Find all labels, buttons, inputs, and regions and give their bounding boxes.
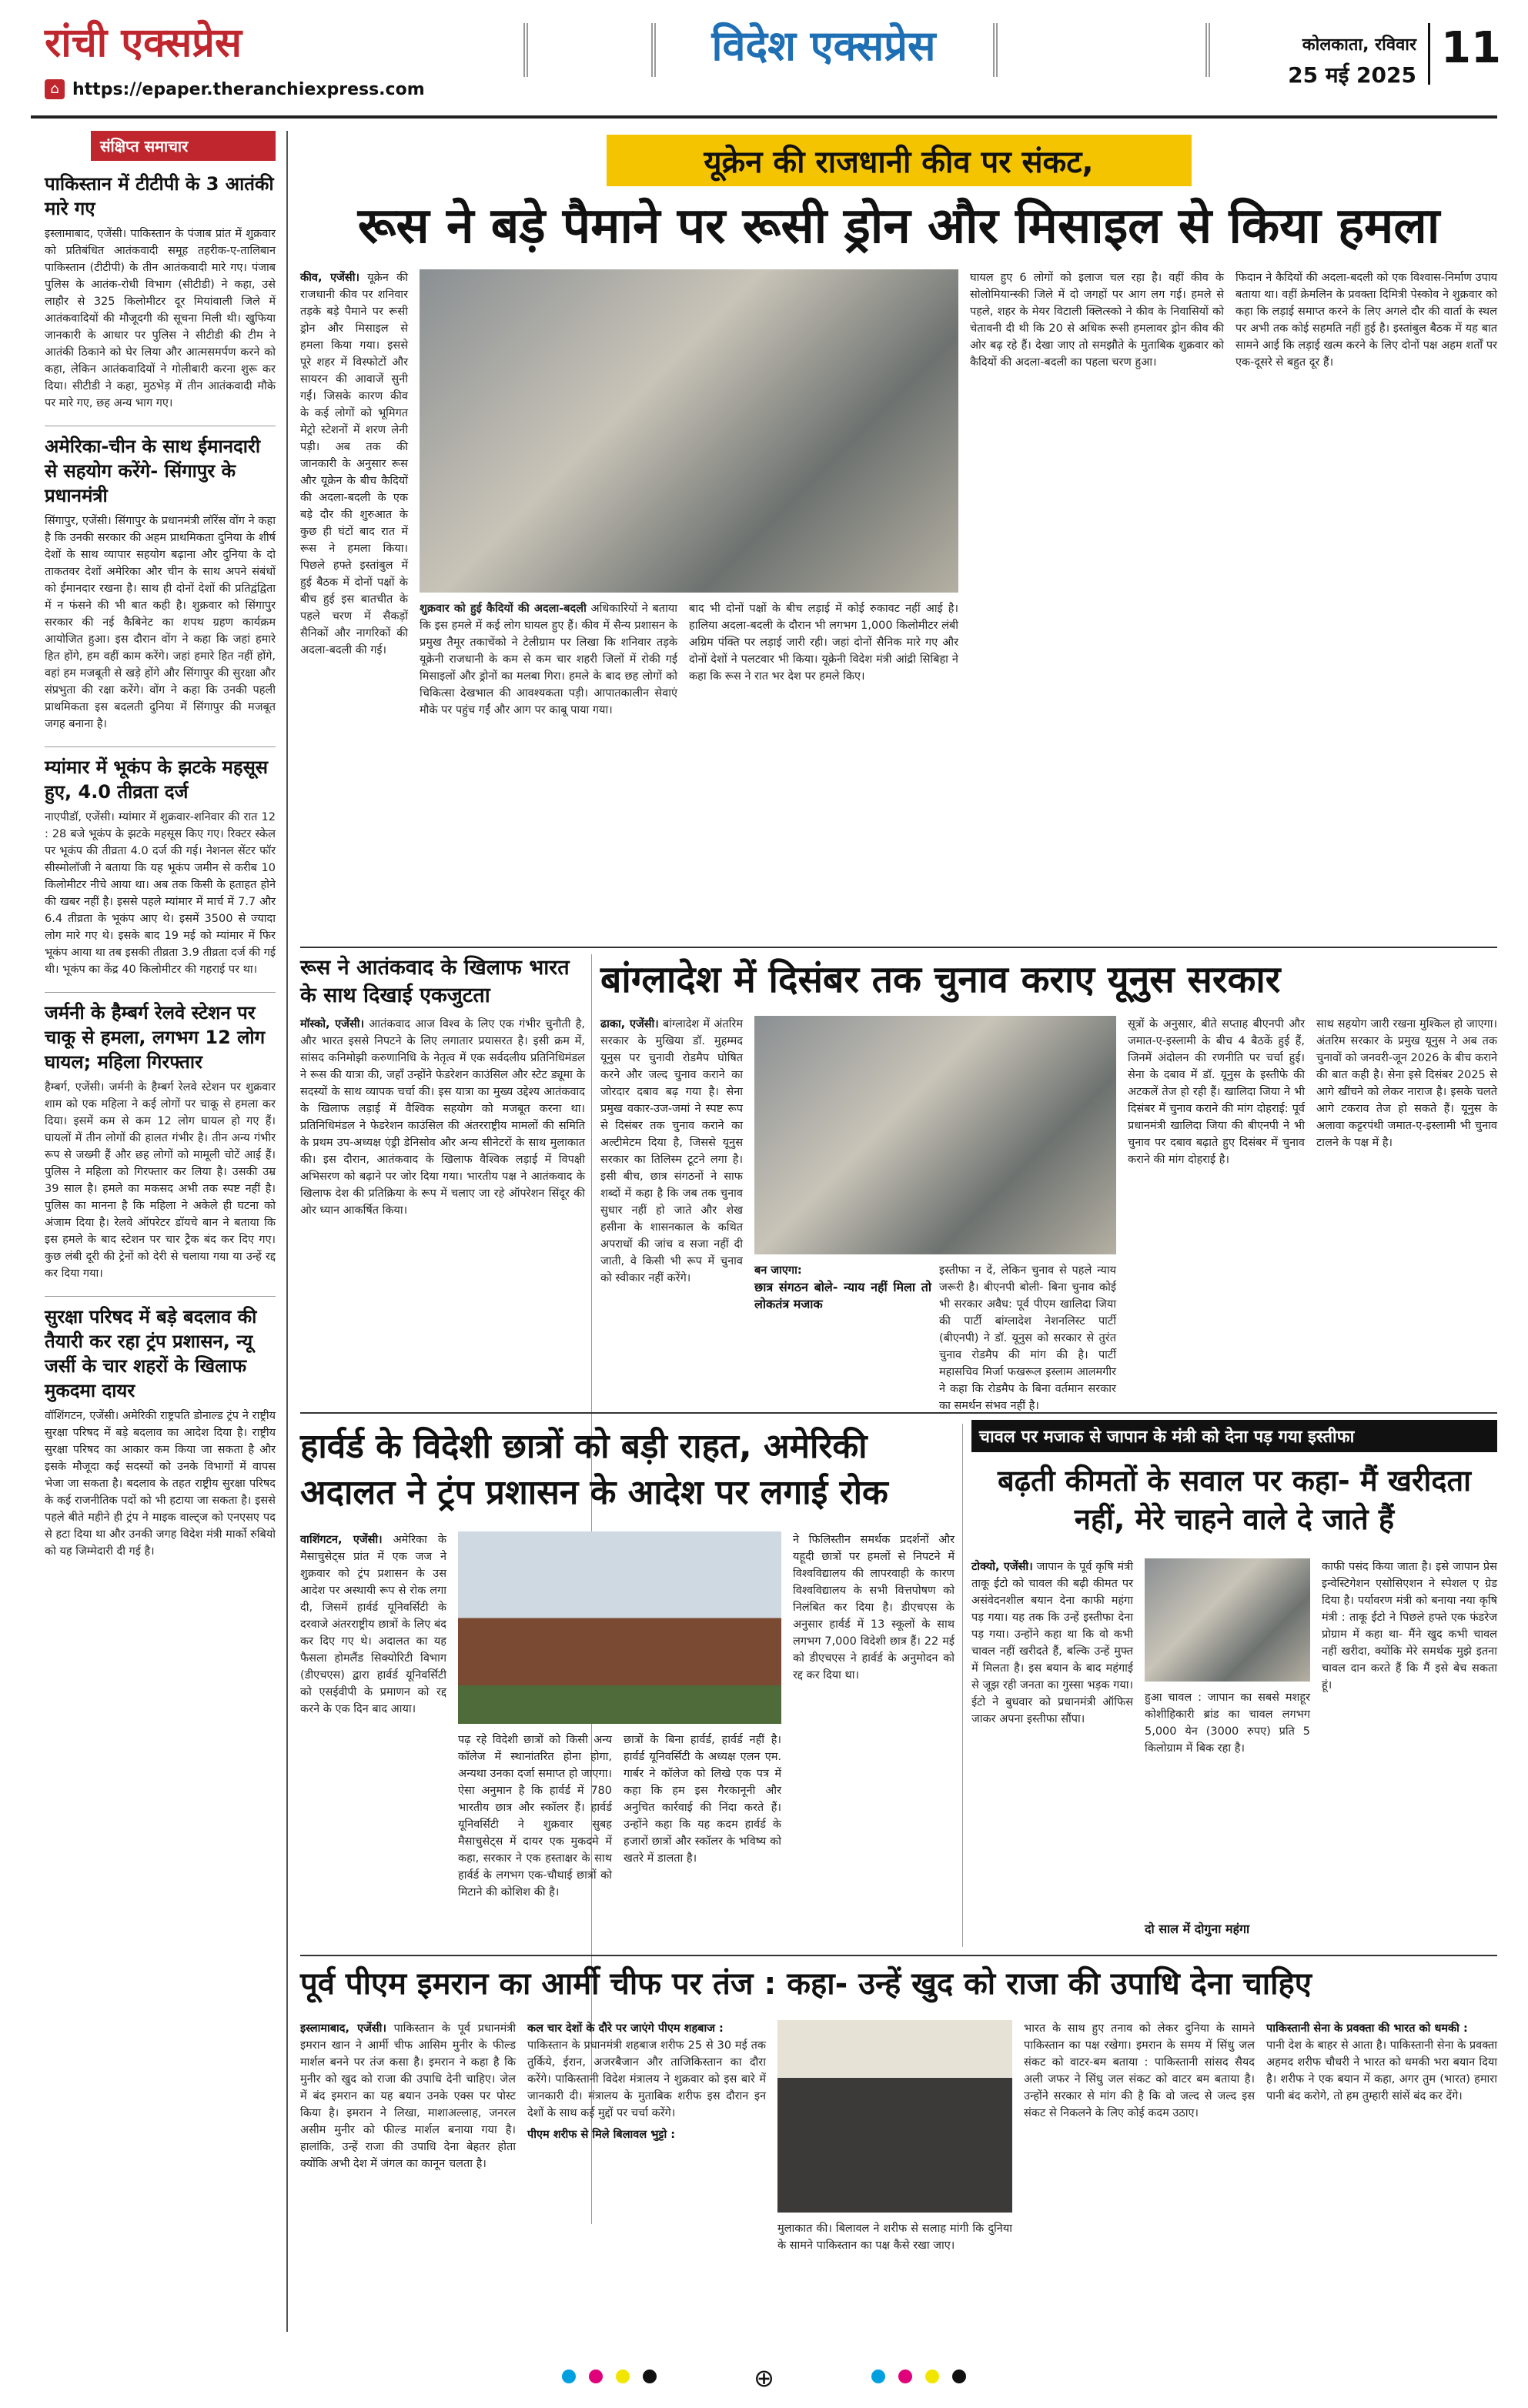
bangladesh-photo xyxy=(754,1016,1116,1254)
lead-photo-image xyxy=(420,269,958,593)
magenta-dot xyxy=(898,2370,912,2383)
lead-col-5: फिदान ने कैदियों की अदला-बदली को एक विश्वास-निर्माण उपाय बताया था। वहीं क्रेमलिन के प्रवक्ता दिमित्री पेस्कोव ने शुक्रवार को कहा कि लड़ाई समाप्त करने के लिए अगले दौर की वार्ता के स्थल पर अभी तक कोई सहमति नहीं हुई है। इस्तांबुल बैठक में यह बात सामने आई कि लड़ाई खत्म करने के लिए दोनों पक्ष अहम शर्तों पर एक-दूसरे से बहुत दूर हैं। xyxy=(1235,272,1497,369)
section-rule-2 xyxy=(300,1412,1497,1414)
cyan-dot xyxy=(562,2370,576,2383)
brief-body: सिंगापुर, एजेंसी। सिंगापुर के प्रधानमंत्री लॉरेंस वोंग ने कहा है कि उनकी सरकार की अहम प्राथमिकता दुनिया के शीर्ष देशों के साथ व्यापार सहयोग बढ़ाना और दुनिया के दो ताकतवर देशों अमेरिका और चीन के साथ अपने संबंधों को ईमानदार रखना है। साथ ही दोनों देशों की प्रतिद्वंद्विता में न फंसने की भी बात कही है। शुक्रवार को सिंगापुर सरकार की नई कैबिनेट का शपथ ग्रहण कार्यक्रम आयोजित हुआ। इस दौरान वोंग ने कहा कि जहां हमारे हित होंगे, हम वहीं काम करेंगे। जहां हमारे हित नहीं होंगे, वहां हम मजबूती से खड़े होंगे और सिंगापुर की सुरक्षा और संप्रभुता की रक्षा करेंगे। वोंग ने कहा कि उनकी पहली प्राथमिकता इस बदलती दुनिया में सिंगापुर की मजबूत जगह बनाना है। xyxy=(45,515,276,730)
epaper-url-row[interactable] xyxy=(45,75,425,103)
lead-text: अधिकारियों ने बताया कि इस हमले में कई लोग घायल हुए हैं। कीव में सैन्य प्रशासन के प्रमुख तैमूर तकाचेंको ने टेलीग्राम पर लिखा कि शनिवार तड़के यूक्रेनी राजधानी के कम से कम चार शहरी जिलों में रोकी गई मिसाइलों और ड्रोनों का मलबा गिरा। हमले के बाद छह लोगों को चिकित्सा देखभाल की आवश्यकता पड़ी। आपातकालीन सेवाएं मौके पर पहुंच गईं और आग पर काबू पाया गया। xyxy=(420,603,677,716)
brief-item xyxy=(45,1296,276,1560)
header-ornament-right xyxy=(993,23,1210,77)
imran-text: पाकिस्तान के पूर्व प्रधानमंत्री इमरान खान ने आर्मी चीफ आसिम मुनीर के फील्ड मार्शल बनने पर तंज कसा है। इमरान ने कहा है कि मुनीर को खुद को राजा की उपाधि देनी चाहिए। जेल में बंद इमरान का यह बयान उनके एक्स पर पोस्ट किया है। इमरान ने लिखा, माशाअल्लाह, जनरल असीम मुनीर को फील्ड मार्शल बनाया गया है। हालांकि, उन्हें राजा की उपाधि देना बेहतर होता क्योंकि अभी देश में जंगल का कानून चलता है। xyxy=(300,2022,516,2170)
lead-photo xyxy=(420,269,958,593)
page-number: 11 xyxy=(1428,23,1495,85)
bangladesh-story xyxy=(600,954,1497,1412)
masthead xyxy=(0,0,1528,131)
russia-body xyxy=(300,1016,585,1401)
imran-headline: पूर्व पीएम इमरान का आर्मी चीफ पर तंज : कहा- उन्हें खुद को राजा की उपाधि देना चाहिए xyxy=(300,1966,1312,2002)
brief-headline: म्यांमार में भूकंप के झटके महसूस हुए, 4.0 तीव्रता दर्ज xyxy=(45,756,269,803)
brief-headline: जर्मनी के हैम्बर्ग रेलवे स्टेशन पर चाकू से हमला, लगभग 12 लोग घायल; महिला गिरफ्तार xyxy=(45,1002,266,1073)
bangladesh-col-2 xyxy=(754,1262,931,1401)
epaper-url[interactable]: https://epaper.theranchiexpress.com xyxy=(72,79,425,99)
imran-subhead-1: कल चार देशों के दौरे पर जाएंगे पीएम शहबाज : xyxy=(527,2022,724,2035)
russia-story xyxy=(300,954,585,1408)
harvard-japan-divider xyxy=(962,1424,963,1947)
brief-headline: अमेरिका-चीन के साथ ईमानदारी से सहयोग करेंगे- सिंगापुर के प्रधानमंत्री xyxy=(45,436,261,506)
magenta-dot xyxy=(589,2370,603,2383)
russia-dateline: मॉस्को, एजेंसी। xyxy=(300,1018,364,1030)
yellow-dot xyxy=(616,2370,630,2383)
issue-date: 25 मई 2025 xyxy=(1288,62,1416,88)
imran-subhead-2: पीएम शरीफ से मिले बिलावल भुट्टो : xyxy=(527,2129,676,2141)
brief-body: हैम्बर्ग, एजेंसी। जर्मनी के हैम्बर्ग रेलवे स्टेशन पर शुक्रवार शाम को एक महिला ने कई लोगों पर चाकू से हमला कर दिया। इसमें कम से कम 12 लोग घायल हो गए हैं। घायलों में तीन लोगों की हालत गंभीर है। तीन अन्य गंभीर रूप से जख्मी हैं और छह लोगों को मामूली चोटें आई हैं। पुलिस ने महिला को गिरफ्तार कर लिया है। उसकी उम्र 39 साल है। हमले का मकसद अभी तक स्पष्ट नहीं है। पुलिस का मानना है कि महिला ने अकेले ही घटना को अंजाम दिया है। रेलवे ऑपरेटर डॉयचे बान ने बताया कि इस हमले के बाद स्टेशन पर चार ट्रैक बंद कर दिए गए। कुछ लंबी दूरी की ट्रेनों को देरी से चलाया गया या उन्हें रद्द कर दिया गया। xyxy=(45,1081,276,1280)
lead-story xyxy=(300,135,1497,943)
imran-photo-caption: मुलाकात की। बिलावल ने शरीफ से सलाह मांगी कि दुनिया के सामने पाकिस्तान का पक्ष कैसे रखा जाए। xyxy=(777,2223,1012,2252)
japan-dateline: टोक्यो, एजेंसी। xyxy=(971,1561,1033,1573)
registration-mark-icon: ⊕ xyxy=(754,2363,774,2393)
imran-subhead-3: पाकिस्तानी सेना के प्रवक्ता की भारत को धमकी : xyxy=(1266,2022,1468,2035)
lead-photo-caption: शुक्रवार को हुई कैदियों की अदला-बदली xyxy=(420,603,587,615)
harvard-photo xyxy=(458,1531,781,1724)
lead-col-3: बाद भी दोनों पक्षों के बीच लड़ाई में कोई रुकावट नहीं आई है। हालिया अदला-बदली के दौरान भी लगभग 1,000 किलोमीटर लंबी अग्रिम पंक्ति पर लड़ाई जारी रही। जहां दोनों सैनिक मारे गए और दोनों देशों ने पलटवार भी किया। यूक्रेनी विदेश मंत्री आंद्री सिबिहा ने कहा कि रूस ने रात भर देश पर हमले किए। xyxy=(689,603,958,683)
paper-logo: रांची एक्सप्रेस xyxy=(45,19,242,66)
lead-col-1 xyxy=(300,269,408,931)
brief-item xyxy=(45,746,276,978)
imran-dateline: इस्लामाबाद, एजेंसी। xyxy=(300,2022,386,2035)
lead-col-2 xyxy=(420,600,677,931)
japan-story xyxy=(971,1420,1497,1951)
lead-col-4: घायल हुए 6 लोगों को इलाज चल रहा है। वहीं कीव के सोलोमियान्स्की जिले में दो जगहों पर आग लग गई। हमले से पहले, शहर के मेयर विटाली क्लित्स्को ने कीव के निवासियों को चेतावनी दी थी कि 20 से अधिक रूसी हमलावर ड्रोन कीव की ओर बढ़ रहे हैं। देखा जाए तो समझौते के मुताबिक शुक्रवार को कैदियों की अदला-बदली का पहला चरण हुआ। xyxy=(970,272,1224,369)
city-day: कोलकाता, रविवार xyxy=(1302,35,1416,55)
imran-col-3: भारत के साथ हुए तनाव को लेकर दुनिया के सामने पाकिस्तान का पक्ष रखेगा। इमरान के समय में सिंधु जल संकट को वाटर-बम बताया : पाकिस्तानी सांसद सैयद अली जफर ने सिंधु जल संकट को वाटर बम बताया है। उन्होंने सरकार से मांग की है कि वो जल्द से जल्द इस संकट से निकलने के लिए कोई कदम उठाए। xyxy=(1024,2022,1255,2119)
brief-item xyxy=(45,172,276,412)
imran-col-2 xyxy=(527,2020,766,2336)
brief-item xyxy=(45,426,276,733)
japan-kicker: चावल पर मजाक से जापान के मंत्री को देना पड़ गया इस्तीफा xyxy=(971,1420,1497,1452)
print-footer xyxy=(0,2359,1528,2397)
brief-headline: पाकिस्तान में टीटीपी के 3 आतंकी मारे गए xyxy=(45,173,274,219)
lead-kicker: यूक्रेन की राजधानी कीव पर संकट, xyxy=(607,135,1192,186)
lead-text: यूक्रेन की राजधानी कीव पर शनिवार तड़के बड़े पैमाने पर रूसी ड्रोन और मिसाइल से हमला किया गया। इससे पूरे शहर में विस्फोटों और सायरन की आवाजें सुनी गईं। जिसके कारण कीव के कई लोगों को भूमिगत मेट्रो स्टेशनों में शरण लेनी पड़ी। अब तक की जानकारी के अनुसार रूस और यूक्रेन के बीच कैदियों की अदला-बदली के एक बड़े दौर की शुरुआत के कुछ ही घंटों बाद रात में रूस ने हमला किया। पिछले हफ्ते इस्तांबुल में हुई बैठक में दोनों पक्षों के बीच हुई इस बातचीत के पहले चरण में सैकड़ों सैनिकों और नागरिकों की अदला-बदली की गई। xyxy=(300,272,409,656)
masthead-rule xyxy=(31,115,1497,119)
japan-col-1 xyxy=(971,1558,1133,1943)
color-register-dots xyxy=(867,2370,971,2386)
brief-body: वॉशिंगटन, एजेंसी। अमेरिकी राष्ट्रपति डोनाल्ड ट्रंप ने राष्ट्रीय सुरक्षा परिषद में बड़े बदलाव का आदेश दिया है। राष्ट्रीय सुरक्षा परिषद का आकार कम किया जा सकता है और इसके मौजूदा कई सदस्यों को उनके विभागों में वापस भेजा जा सकता है। बदलाव के तहत राष्ट्रीय सुरक्षा परिषद के कई राजनीतिक पदों को भी हटाया जा सकता है। इससे पहले बीते महीने ही ट्रंप ने माइक वाल्ट्ज को एनएसए पद से हटा दिया था और उनकी जगह विदेश मंत्री मार्को रुबियो को यह जिम्मेदारी दी गई है। xyxy=(45,1410,276,1558)
japan-photo xyxy=(1145,1558,1310,1682)
russia-headline: रूस ने आतंकवाद के खिलाफ भारत के साथ दिखाई एकजुटता xyxy=(300,956,570,1007)
bangladesh-col-4: सूत्रों के अनुसार, बीते सप्ताह बीएनपी और जमात-ए-इस्लामी के बीच 4 बैठकें हुई हैं, जिनमें अंदोलन की रणनीति पर चर्चा हुई। सेना के दबाव में डॉ. यूनुस के इस्तीफे की अटकलें तेज हो रही हैं। खालिदा जिया ने भी दिसंबर में चुनाव कराने की मांग दोहराई: पूर्व प्रधानमंत्री खालिदा जिया की बीएनपी ने भी चुनाव पर दबाव बढ़ाते हुए दिसंबर में चुनाव कराने की मांग दोहराई है। xyxy=(1128,1018,1305,1166)
imran-photo xyxy=(777,2020,1012,2213)
japan-photo-caption: हुआ चावल : जापान का सबसे मशहूर कोशीहिकारी ब्रांड का चावल लगभग 5,000 येन (3000 रुपए) प्रति 5 किलोग्राम में बिक रहा है। xyxy=(1145,1692,1310,1755)
bangladesh-col-3: इस्तीफा न दें, लेकिन चुनाव से पहले न्याय जरूरी है। बीएनपी बोली- बिना चुनाव कोई भी सरकार अवैध: पूर्व पीएम खालिदा जिया की पार्टी बांग्लादेश नेशनलिस्ट पार्टी (बीएनपी) ने डॉ. यूनुस को सरकार से तुरंत चुनाव रोडमैप की मांग की है। पार्टी महासचिव मिर्जा फखरूल इस्लाम आलमगीर ने कहा कि रोडमैप के बिना वर्तमान सरकार का समर्थन संभव नहीं है। xyxy=(939,1264,1116,1412)
color-register-dots xyxy=(557,2370,661,2386)
yellow-dot xyxy=(925,2370,939,2383)
bangladesh-dateline: ढाका, एजेंसी। xyxy=(600,1018,659,1030)
brief-body: नाएपीडॉ, एजेंसी। म्यांमार में शुक्रवार-शनिवार की रात 12 : 28 बजे भूकंप के झटके महसूस किए गए। रिक्टर स्केल पर भूकंप की तीव्रता 4.0 दर्ज की गई। नेशनल सेंटर फॉर सीस्मोलॉजी ने बताया कि यह भूकंप जमीन से करीब 10 किलोमीटर नीचे आया था। अब तक किसी के हताहत होने की खबर नहीं है। इससे पहले म्यांमार में मार्च में 7.7 और 6.4 तीव्रता के भूकंप आए थे। इसमें 3500 से ज्यादा लोग मारे गए थे। इसके बाद 19 मई को म्यांमार में फिर भूकंप आया था तब इसकी तीव्रता 3.9 तीव्रता दर्ज की गई थी। भूकंप का केंद्र 40 किलोमीटर की गहराई पर था। xyxy=(45,811,276,976)
sidebar-divider xyxy=(286,131,288,2332)
imran-story xyxy=(300,1962,1497,2340)
brief-headline: सुरक्षा परिषद में बड़े बदलाव की तैयारी कर रहा ट्रंप प्रशासन, न्यू जर्सी के चार शहरों के खिलाफ मुकदमा दायर xyxy=(45,1306,257,1401)
imran-text: पाकिस्तान के प्रधानमंत्री शहबाज शरीफ 25 से 30 मई तक तुर्किये, ईरान, अजरबैजान और ताजिकिस्तान का दौरा करेंगे। पाकिस्तानी विदेश मंत्रालय ने शुक्रवार को इस बारे में जानकारी दी। मंत्रालय के मुताबिक शरीफ इस दौरान इन देशों के साथ कई मुद्दों पर चर्चा करेंगे। xyxy=(527,2039,766,2119)
section-title: विदेश एक्सप्रेस xyxy=(711,22,936,70)
japan-headline: बढ़ती कीमतों के सवाल पर कहा- मैं खरीदता नहीं, मेरे चाहने वाले दे जाते हैं xyxy=(997,1464,1472,1536)
bangladesh-text: बांग्लादेश में अंतरिम सरकार के मुखिया डॉ. मुहम्मद यूनुस पर चुनावी रोडमैप घोषित करने और जल्द चुनाव कराने का जोरदार दबाव बढ़ गया है। सेना प्रमुख वकार-उज-जमां ने स्पष्ट रूप से दिसंबर तक चुनाव कराने का अल्टीमेटम दिया है, जिससे यूनुस सरकार का तिलिस्म टूटने लगा है। इसी बीच, छात्र संगठनों ने साफ शब्दों में कहा है कि जब तक चुनाव सुधार नहीं हो जाते और शेख हसीना के शासनकाल के कथित अपराधों की जांच व सजा नहीं दी जाती, वे किसी भी रूप में चुनाव को स्वीकार नहीं करेंगे। xyxy=(600,1018,743,1284)
sidebar-briefs xyxy=(45,131,276,2347)
black-dot xyxy=(952,2370,966,2383)
imran-text: पानी देश के बाहर से आता है। पाकिस्तानी सेना के प्रवक्ता अहमद शरीफ चौधरी ने भारत को धमकी भरा बयान दिया है। शरीफ ने एक बयान में कहा, अगर तुम (भारत) हमारा पानी बंद करोगे, तो हम तुम्हारी सांसें बंद कर देंगे। xyxy=(1266,2039,1497,2102)
japan-col-2: काफी पसंद किया जाता है। इसे जापान प्रेस इन्वेस्टिगेशन एसोसिएशन ने स्पेशल ए ग्रेड दिया है। पर्यावरण मंत्री को बनाया नया कृषि मंत्री : ताकू ईटो ने पिछले हफ्ते एक फंडरेज प्रोग्राम में कहा था- मैंने खुद कभी चावल नहीं खरीदा, क्योंकि मेरे समर्थक मुझे इतना चावल दान करते हैं कि मैं इसे बेच सकता हूं। xyxy=(1322,1561,1497,1692)
japan-subhead: दो साल में दोगुना महंगा xyxy=(1145,1922,1250,1936)
brief-body: इस्लामाबाद, एजेंसी। पाकिस्तान के पंजाब प्रांत में शुक्रवार को प्रतिबंधित आतंकवादी समूह तहरीक-ए-तालिबान पाकिस्तान (टीटीपी) के तीन आतंकवादी मारे गए। पंजाब पुलिस के आतंक-रोधी विभाग (सीटीडी) ने कहा, उसे लाहौर से 325 किलोमीटर दूर मियांवाली जिले में आतंकवादियों की मौजूदगी की सूचना मिली थी। खुफिया जानकारी के आधार पर पुलिस ने सीटीडी की टीम ने आतंकी ठिकाने को घेर लिया और आत्मसमर्पण करने को कहा, लेकिन आतंकवादियों ने गोलीबारी करना शुरू कर दिया। सीटीडी ने कहा, मुठभेड़ में तीन आतंकवादी मौके पर मारे गए, छह अन्य भाग गए। xyxy=(45,228,276,409)
brief-item xyxy=(45,992,276,1282)
sidebar-label: संक्षिप्त समाचार xyxy=(91,131,276,161)
black-dot xyxy=(643,2370,657,2383)
cyan-dot xyxy=(871,2370,885,2383)
bangladesh-col-5: साथ सहयोग जारी रखना मुश्किल हो जाएगा। अंतरिम सरकार के प्रमुख यूनुस ने अब तक चुनावों को जनवरी-जून 2026 के बीच कराने की बात कही है। सेना इसे दिसंबर 2025 से आगे खींचने को लेकर नाराज है। इसके चलते आगे टकराव तेज हो सकते हैं। यूनुस के अलावा कट्टरपंथी जमात-ए-इस्लामी भी चुनाव टालने के पक्ष में है। xyxy=(1316,1018,1497,1149)
lead-bottom-rule xyxy=(300,947,1497,948)
russia-text: आतंकवाद आज विश्व के लिए एक गंभीर चुनौती है, और भारत इससे निपटने के लिए लगातार प्रयासरत है। इसी क्रम में, सांसद कनिमोझी करुणानिधि के नेतृत्व में एक सर्वदलीय प्रतिनिधिमंडल ने रूस की यात्रा की, जहाँ उन्होंने फेडरेशन काउंसिल और स्टेट ड्यूमा के सदस्यों के साथ व्यापक चर्चा की। इस यात्रा का मुख्य उद्देश्य आतंकवाद के खिलाफ लड़ाई में वैश्विक सहयोग को मजबूत करना था। प्रतिनिधिमंडल ने फेडरेशन काउंसिल की अंतरराष्ट्रीय मामलों की समिति के प्रथम उप-अध्यक्ष एंड्री डेनिसोव और अन्य सीनेटरों के साथ मुलाकात की। इस दौरान, आतंकवाद के खिलाफ वैश्विक लड़ाई में विपक्षी अभिसरण को बढ़ाने पर जोर दिया गया। भारतीय पक्ष ने आतंकवाद के खिलाफ देश की प्रतिक्रिया के रूप में चलाए जा रहे ऑपरेशन सिंदूर की ओर ध्यान आकर्षित किया। xyxy=(300,1018,585,1217)
lead-dateline: कीव, एजेंसी। xyxy=(300,272,359,284)
japan-text: जापान के पूर्व कृषि मंत्री ताकू ईटो को चावल की बढ़ी कीमत पर असंवेदनशील बयान देना काफी महंगा पड़ गया। यह तक कि उन्हें इस्तीफा देना पड़ गया। उन्होंने कहा था कि वो कभी चावल नहीं खरीदते हैं, बल्कि उन्हें मुफ्त में मिलता है। इस बयान के बाद महंगाई से जूझ रही जनता का गुस्सा भड़क गया। ईटो ने बुधवार को प्रधानमंत्री ऑफिस जाकर अपना इस्तीफा सौंपा। xyxy=(971,1561,1133,1725)
web-icon: ⌂ xyxy=(45,79,65,99)
harvard-text: अमेरिका के मैसाचुसेट्स प्रांत में एक जज ने शुक्रवार को ट्रंप प्रशासन के उस आदेश पर अस्थायी रूप से रोक लगा दी, जिसमें हार्वर्ड यूनिवर्सिटी के दरवाजे अंतरराष्ट्रीय छात्रों के लिए बंद कर दिए गए थे। अदालत का यह फैसला होमलैंड सिक्योरिटी विभाग (डीएचएस) द्वारा हार्वर्ड यूनिवर्सिटी को एसईवीपी के प्रमाणन को रद्द करने के एक दिन बाद आया। xyxy=(300,1534,447,1715)
harvard-story xyxy=(300,1424,955,1955)
bangladesh-headline: बांग्लादेश में दिसंबर तक चुनाव कराए यूनुस सरकार xyxy=(600,958,1281,1001)
header-ornament-left xyxy=(523,23,656,77)
imran-col-4 xyxy=(1266,2020,1497,2336)
bangladesh-subhead-2: छात्र संगठन बोले- न्याय नहीं मिला तो लोकतंत्र मजाक xyxy=(754,1280,931,1311)
imran-col-1 xyxy=(300,2020,516,2336)
harvard-col-1 xyxy=(300,1531,446,1947)
harvard-dateline: वाशिंगटन, एजेंसी। xyxy=(300,1534,383,1546)
harvard-headline: हार्वर्ड के विदेशी छात्रों को बड़ी राहत, अमेरिकी अदालत ने ट्रंप प्रशासन के आदेश पर लगाई रोक xyxy=(300,1427,888,1512)
lead-headline: रूस ने बड़े पैमाने पर रूसी ड्रोन और मिसाइल से किया हमला xyxy=(357,198,1440,255)
harvard-col-3: छात्रों के बिना हार्वर्ड, हार्वर्ड नहीं है। हार्वर्ड यूनिवर्सिटी के अध्यक्ष एलन एम. गार्बर ने कॉलेज को लिखे एक पत्र में कहा कि हम इस गैरकानूनी और अनुचित कार्रवाई की निंदा करते हैं। उन्होंने कहा कि यह कदम हार्वर्ड के हजारों छात्रों और स्कॉलर के भविष्य को खतरे में डालता है। xyxy=(624,1734,781,1865)
harvard-col-2: पढ़ रहे विदेशी छात्रों को किसी अन्य कॉलेज में स्थानांतरित होना होगा, अन्यथा उनका दर्जा समाप्त हो जाएगा। ऐसा अनुमान है कि हार्वर्ड में 780 भारतीय छात्र और स्कॉलर हैं। हार्वर्ड यूनिवर्सिटी ने शुक्रवार सुबह मैसाचुसेट्स में दायर एक मुकदमे में कहा, सरकार ने एक हस्ताक्षर के साथ हार्वर्ड के लगभग एक-चौथाई छात्रों को मिटाने की कोशिश की है। xyxy=(458,1734,612,1899)
bangladesh-subhead-1: बन जाएगा: xyxy=(754,1264,802,1277)
section-rule-3 xyxy=(300,1955,1497,1956)
bangladesh-col-1 xyxy=(600,1016,743,1401)
harvard-col-4: ने फिलिस्तीन समर्थक प्रदर्शनों और यहूदी छात्रों पर हमलों से निपटने में विश्वविद्यालय की लापरवाही के कारण विश्वविद्यालय के सभी वित्तपोषण को निलंबित कर दिया है। डीएचएस के अनुसार हार्वर्ड में 13 स्कूलों के साथ लगभग 7,000 विदेशी छात्र हैं। 22 मई को डीएचएस ने हार्वर्ड के अनुमोदन को रद्द कर दिया था। xyxy=(793,1534,955,1682)
